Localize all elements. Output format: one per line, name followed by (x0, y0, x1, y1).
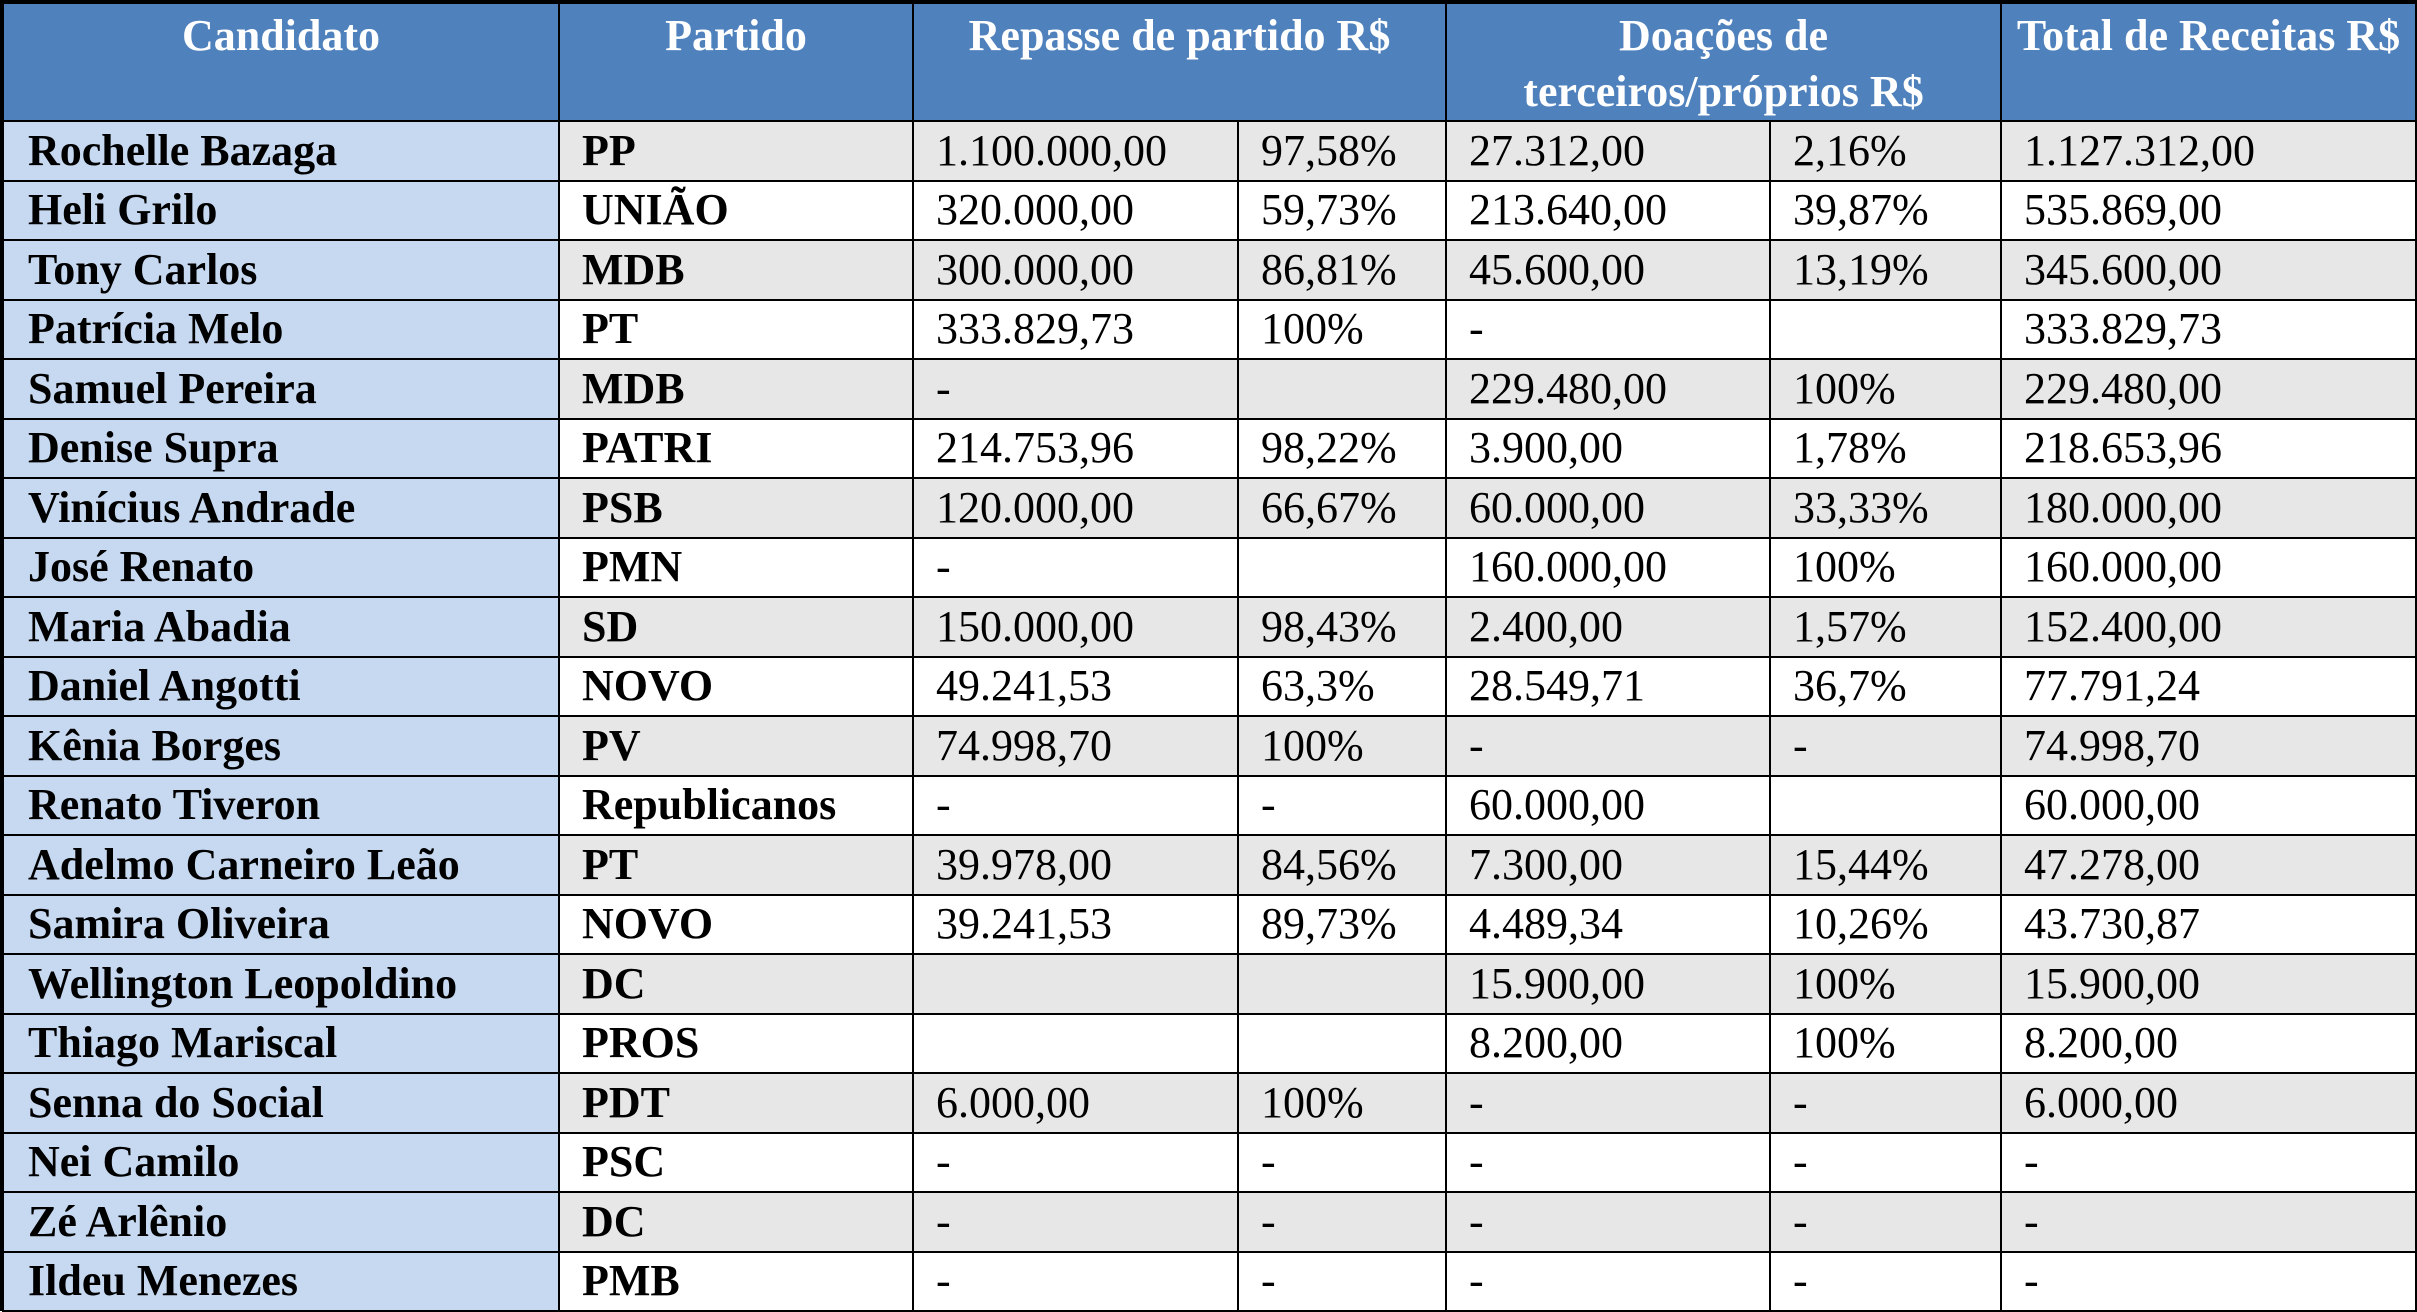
candidate-name: Denise Supra (3, 419, 559, 479)
repasse-percent: 98,22% (1238, 419, 1446, 479)
repasse-value: 120.000,00 (913, 478, 1238, 538)
repasse-value: - (913, 1192, 1238, 1252)
doacoes-value: 3.900,00 (1446, 419, 1770, 479)
candidate-name: José Renato (3, 538, 559, 598)
repasse-value (913, 954, 1238, 1014)
doacoes-value: 60.000,00 (1446, 776, 1770, 836)
doacoes-percent: 10,26% (1770, 895, 2001, 955)
doacoes-value: - (1446, 300, 1770, 360)
header-total[interactable]: Total de Receitas R$ (2001, 3, 2416, 121)
candidate-name: Heli Grilo (3, 181, 559, 241)
candidate-name: Senna do Social (3, 1073, 559, 1133)
total-value: 218.653,96 (2001, 419, 2416, 479)
doacoes-percent: 1,57% (1770, 597, 2001, 657)
repasse-value: 150.000,00 (913, 597, 1238, 657)
total-value: 6.000,00 (2001, 1073, 2416, 1133)
doacoes-value: - (1446, 1192, 1770, 1252)
total-value: 43.730,87 (2001, 895, 2416, 955)
repasse-value (913, 1014, 1238, 1074)
table-row (3, 776, 2416, 836)
repasse-percent: - (1238, 1252, 1446, 1312)
party-name: PROS (559, 1014, 913, 1074)
doacoes-percent: 33,33% (1770, 478, 2001, 538)
candidate-name: Nei Camilo (3, 1133, 559, 1193)
doacoes-percent: - (1770, 1133, 2001, 1193)
doacoes-value: 45.600,00 (1446, 240, 1770, 300)
header-repasse[interactable]: Repasse de partido R$ (913, 3, 1446, 121)
doacoes-percent: 36,7% (1770, 657, 2001, 717)
doacoes-percent: 100% (1770, 1014, 2001, 1074)
party-name: Republicanos (559, 776, 913, 836)
repasse-percent: 89,73% (1238, 895, 1446, 955)
doacoes-value: 2.400,00 (1446, 597, 1770, 657)
doacoes-value: - (1446, 1073, 1770, 1133)
doacoes-value: 160.000,00 (1446, 538, 1770, 598)
repasse-value: 333.829,73 (913, 300, 1238, 360)
party-name: DC (559, 1192, 913, 1252)
doacoes-percent: 100% (1770, 359, 2001, 419)
total-value: 229.480,00 (2001, 359, 2416, 419)
repasse-percent: 100% (1238, 716, 1446, 776)
doacoes-value: 27.312,00 (1446, 121, 1770, 181)
repasse-percent (1238, 538, 1446, 598)
repasse-percent (1238, 1014, 1446, 1074)
party-name: DC (559, 954, 913, 1014)
party-name: PDT (559, 1073, 913, 1133)
doacoes-value: 60.000,00 (1446, 478, 1770, 538)
candidate-name: Adelmo Carneiro Leão (3, 835, 559, 895)
party-name: PSB (559, 478, 913, 538)
party-name: PT (559, 300, 913, 360)
repasse-value: - (913, 538, 1238, 598)
table-row (3, 716, 2416, 776)
repasse-percent: - (1238, 776, 1446, 836)
repasse-percent: 66,67% (1238, 478, 1446, 538)
table-row (3, 1133, 2416, 1193)
candidate-name: Samuel Pereira (3, 359, 559, 419)
candidate-name: Wellington Leopoldino (3, 954, 559, 1014)
doacoes-percent (1770, 300, 2001, 360)
doacoes-percent: 2,16% (1770, 121, 2001, 181)
repasse-percent: 86,81% (1238, 240, 1446, 300)
repasse-percent: 63,3% (1238, 657, 1446, 717)
table-row (3, 895, 2416, 955)
repasse-value: 300.000,00 (913, 240, 1238, 300)
total-value: - (2001, 1252, 2416, 1312)
repasse-percent: - (1238, 1192, 1446, 1252)
doacoes-percent: 15,44% (1770, 835, 2001, 895)
doacoes-percent: 13,19% (1770, 240, 2001, 300)
table-row (3, 538, 2416, 598)
doacoes-percent (1770, 776, 2001, 836)
header-partido[interactable]: Partido (559, 3, 913, 121)
table-row (3, 121, 2416, 181)
candidate-name: Samira Oliveira (3, 895, 559, 955)
header-candidato[interactable]: Candidato (3, 3, 559, 121)
party-name: PMN (559, 538, 913, 598)
table-row (3, 478, 2416, 538)
candidate-name: Maria Abadia (3, 597, 559, 657)
table-row (3, 240, 2416, 300)
table-row (3, 1252, 2416, 1312)
total-value: - (2001, 1192, 2416, 1252)
total-value: 15.900,00 (2001, 954, 2416, 1014)
repasse-value: 320.000,00 (913, 181, 1238, 241)
total-value: 180.000,00 (2001, 478, 2416, 538)
repasse-percent (1238, 359, 1446, 419)
party-name: UNIÃO (559, 181, 913, 241)
party-name: PV (559, 716, 913, 776)
header-row (3, 3, 2416, 121)
repasse-percent: 98,43% (1238, 597, 1446, 657)
doacoes-percent: 100% (1770, 538, 2001, 598)
table-row (3, 419, 2416, 479)
total-value: 160.000,00 (2001, 538, 2416, 598)
doacoes-percent: 39,87% (1770, 181, 2001, 241)
party-name: SD (559, 597, 913, 657)
candidate-name: Tony Carlos (3, 240, 559, 300)
doacoes-value: 7.300,00 (1446, 835, 1770, 895)
repasse-percent (1238, 954, 1446, 1014)
doacoes-value: 28.549,71 (1446, 657, 1770, 717)
candidate-name: Renato Tiveron (3, 776, 559, 836)
receitas-table (2, 2, 2417, 1312)
header-doacoes[interactable]: Doações de terceiros/próprios R$ (1446, 3, 2001, 121)
repasse-value: - (913, 1252, 1238, 1312)
doacoes-percent: 1,78% (1770, 419, 2001, 479)
repasse-value: - (913, 776, 1238, 836)
party-name: NOVO (559, 657, 913, 717)
table-row (3, 181, 2416, 241)
repasse-percent: - (1238, 1133, 1446, 1193)
total-value: 47.278,00 (2001, 835, 2416, 895)
total-value: - (2001, 1133, 2416, 1193)
party-name: MDB (559, 359, 913, 419)
repasse-value: 49.241,53 (913, 657, 1238, 717)
doacoes-percent: - (1770, 716, 2001, 776)
party-name: NOVO (559, 895, 913, 955)
doacoes-value: 15.900,00 (1446, 954, 1770, 1014)
table-row (3, 1073, 2416, 1133)
party-name: MDB (559, 240, 913, 300)
table-body (3, 121, 2416, 1311)
party-name: PMB (559, 1252, 913, 1312)
table-row (3, 300, 2416, 360)
table-header (3, 3, 2416, 121)
party-name: PP (559, 121, 913, 181)
doacoes-value: - (1446, 1133, 1770, 1193)
repasse-value: 6.000,00 (913, 1073, 1238, 1133)
table-row (3, 1192, 2416, 1252)
total-value: 152.400,00 (2001, 597, 2416, 657)
total-value: 8.200,00 (2001, 1014, 2416, 1074)
candidate-name: Rochelle Bazaga (3, 121, 559, 181)
repasse-value: 39.241,53 (913, 895, 1238, 955)
table-row (3, 359, 2416, 419)
doacoes-value: 4.489,34 (1446, 895, 1770, 955)
repasse-value: 214.753,96 (913, 419, 1238, 479)
total-value: 345.600,00 (2001, 240, 2416, 300)
table-row (3, 657, 2416, 717)
total-value: 535.869,00 (2001, 181, 2416, 241)
total-value: 60.000,00 (2001, 776, 2416, 836)
table-row (3, 954, 2416, 1014)
candidate-name: Ildeu Menezes (3, 1252, 559, 1312)
table-row (3, 1014, 2416, 1074)
doacoes-percent: - (1770, 1252, 2001, 1312)
doacoes-percent: 100% (1770, 954, 2001, 1014)
doacoes-value: - (1446, 716, 1770, 776)
doacoes-value: - (1446, 1252, 1770, 1312)
total-value: 1.127.312,00 (2001, 121, 2416, 181)
doacoes-percent: - (1770, 1073, 2001, 1133)
candidate-name: Kênia Borges (3, 716, 559, 776)
total-value: 333.829,73 (2001, 300, 2416, 360)
repasse-value: - (913, 359, 1238, 419)
doacoes-value: 229.480,00 (1446, 359, 1770, 419)
repasse-value: 1.100.000,00 (913, 121, 1238, 181)
repasse-value: - (913, 1133, 1238, 1193)
doacoes-value: 213.640,00 (1446, 181, 1770, 241)
doacoes-percent: - (1770, 1192, 2001, 1252)
table-row (3, 597, 2416, 657)
party-name: PT (559, 835, 913, 895)
repasse-value: 74.998,70 (913, 716, 1238, 776)
party-name: PSC (559, 1133, 913, 1193)
candidate-name: Zé Arlênio (3, 1192, 559, 1252)
table-row (3, 835, 2416, 895)
candidate-name: Thiago Mariscal (3, 1014, 559, 1074)
repasse-percent: 59,73% (1238, 181, 1446, 241)
total-value: 77.791,24 (2001, 657, 2416, 717)
candidate-name: Patrícia Melo (3, 300, 559, 360)
repasse-percent: 100% (1238, 1073, 1446, 1133)
candidate-name: Vinícius Andrade (3, 478, 559, 538)
repasse-percent: 84,56% (1238, 835, 1446, 895)
total-value: 74.998,70 (2001, 716, 2416, 776)
repasse-percent: 100% (1238, 300, 1446, 360)
party-name: PATRI (559, 419, 913, 479)
doacoes-value: 8.200,00 (1446, 1014, 1770, 1074)
repasse-percent: 97,58% (1238, 121, 1446, 181)
repasse-value: 39.978,00 (913, 835, 1238, 895)
candidate-name: Daniel Angotti (3, 657, 559, 717)
